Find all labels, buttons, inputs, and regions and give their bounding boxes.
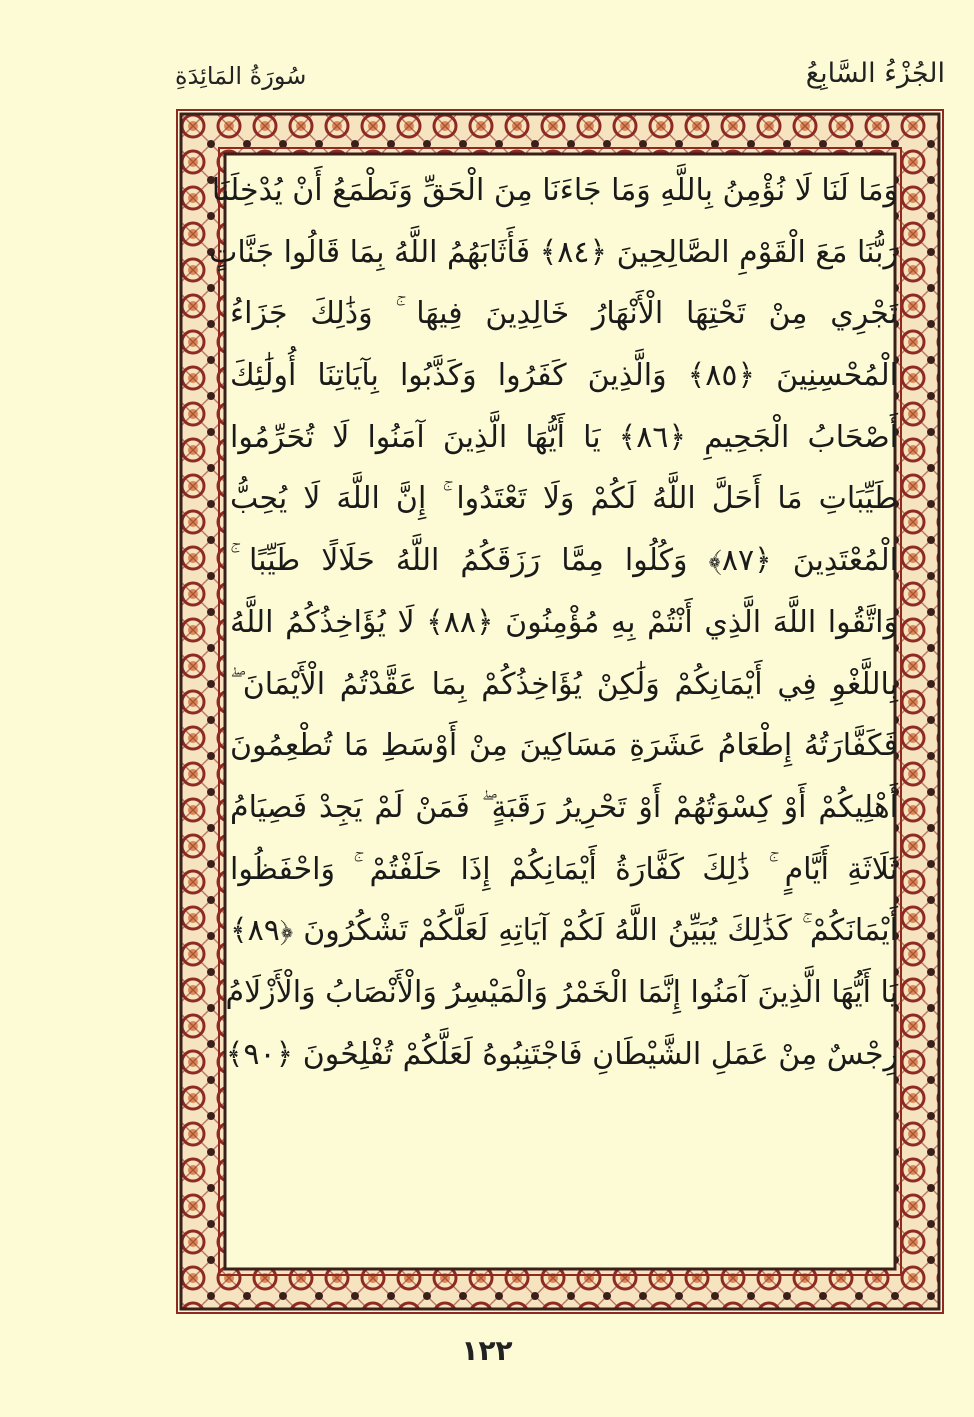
text-line-14: يَا أَيُّهَا الَّذِينَ آمَنُوا إِنَّمَا الْخَمْرُ وَالْمَيْسِرُ وَالْأَنْصَابُ وَالْأَزْلَامُ — [225, 974, 898, 1010]
text-line-4: الْمُحْسِنِينَ ﴿٨٥﴾ وَالَّذِينَ كَفَرُوا وَكَذَّبُوا بِآيَاتِنَا أُولَٰئِكَ — [230, 358, 898, 394]
text-line-11: أَهْلِيكُمْ أَوْ كِسْوَتُهُمْ أَوْ تَحْرِيرُ رَقَبَةٍ ۖ فَمَنْ لَمْ يَجِدْ فَصِيَامُ — [230, 789, 898, 825]
text-line-9: بِاللَّغْوِ فِي أَيْمَانِكُمْ وَلَٰكِنْ يُؤَاخِذُكُمْ بِمَا عَقَّدْتُمُ الْأَيْمَانَ ۖ — [230, 666, 898, 702]
text-line-6: طَيِّبَاتِ مَا أَحَلَّ اللَّهُ لَكُمْ وَلَا تَعْتَدُوا ۚ إِنَّ اللَّهَ لَا يُحِبُّ — [230, 481, 898, 517]
page-header — [175, 58, 945, 98]
surah-label: سُورَةُ المَائِدَةِ — [175, 62, 307, 90]
text-line-7: الْمُعْتَدِينَ ﴿٨٧﴾ وَكُلُوا مِمَّا رَزَقَكُمُ اللَّهُ حَلَالًا طَيِّبًا ۚ — [230, 543, 898, 579]
text-line-3: تَجْرِي مِنْ تَحْتِهَا الْأَنْهَارُ خَالِدِينَ فِيهَا ۚ وَذَٰلِكَ جَزَاءُ — [230, 296, 898, 332]
text-line-12: ثَلَاثَةِ أَيَّامٍ ۚ ذَٰلِكَ كَفَّارَةُ أَيْمَانِكُمْ إِذَا حَلَفْتُمْ ۚ وَاحْفَظُوا — [230, 851, 898, 887]
text-line-2: رَبُّنَا مَعَ الْقَوْمِ الصَّالِحِينَ ﴿٨٤﴾ فَأَثَابَهُمُ اللَّهُ بِمَا قَالُوا جَنَّاتٍ — [209, 234, 898, 270]
text-line-13: أَيْمَانَكُمْ ۚ كَذَٰلِكَ يُبَيِّنُ اللَّهُ لَكُمْ آيَاتِهِ لَعَلَّكُمْ تَشْكُرُونَ ﴿٨٩﴾ — [230, 913, 898, 949]
page-number: ١٢٢ — [461, 1334, 513, 1367]
text-line-15: رِجْسٌ مِنْ عَمَلِ الشَّيْطَانِ فَاجْتَنِبُوهُ لَعَلَّكُمْ تُفْلِحُونَ ﴿٩٠﴾ — [225, 1036, 898, 1072]
quran-text — [209, 160, 899, 1270]
text-line-8: وَاتَّقُوا اللَّهَ الَّذِي أَنْتُمْ بِهِ مُؤْمِنُونَ ﴿٨٨﴾ لَا يُؤَاخِذُكُمُ اللَّهُ — [230, 604, 898, 640]
text-line-5: أَصْحَابُ الْجَحِيمِ ﴿٨٦﴾ يَا أَيُّهَا الَّذِينَ آمَنُوا لَا تُحَرِّمُوا — [230, 419, 899, 455]
juz-label: الجُزْءُ السَّابِعُ — [805, 58, 945, 89]
text-line-10: فَكَفَّارَتُهُ إِطْعَامُ عَشَرَةِ مَسَاكِينَ مِنْ أَوْسَطِ مَا تُطْعِمُونَ — [230, 728, 898, 764]
text-line-1: وَمَا لَنَا لَا نُؤْمِنُ بِاللَّهِ وَمَا جَاءَنَا مِنَ الْحَقِّ وَنَطْمَعُ أَنْ يُدْخِلَنَا — [211, 173, 898, 208]
